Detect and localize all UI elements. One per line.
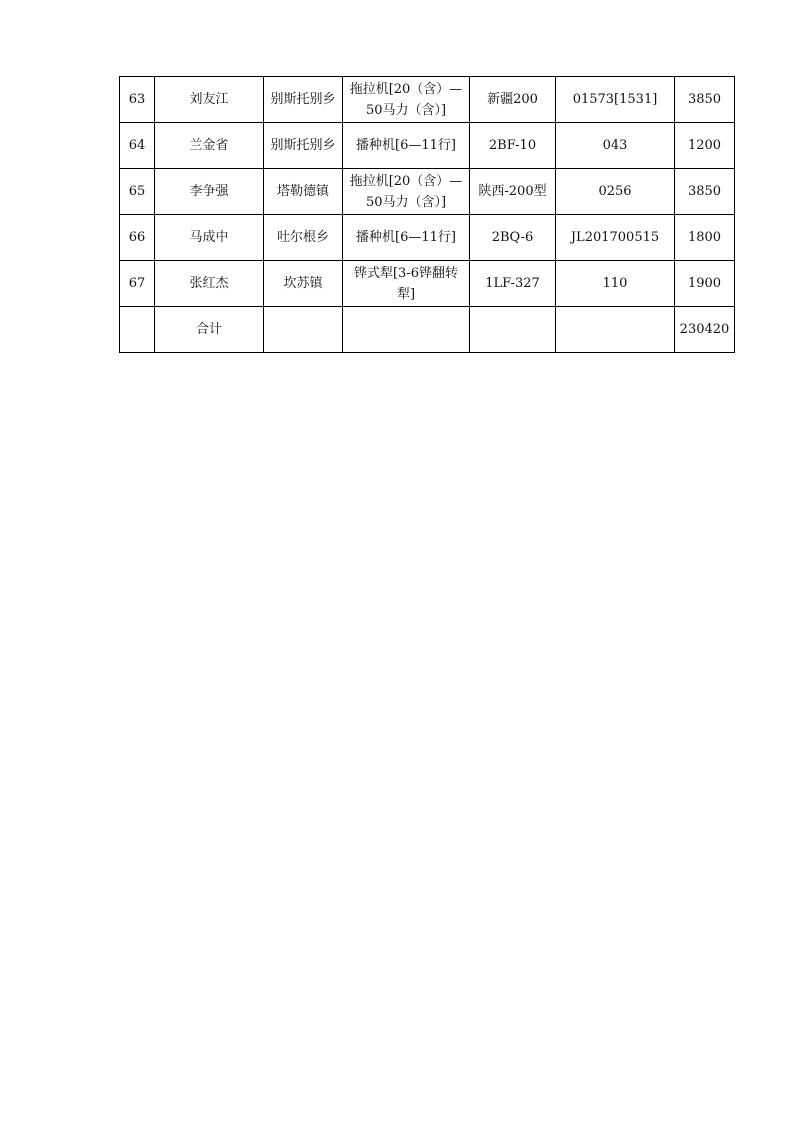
empty-cell — [264, 307, 343, 353]
row-number: 67 — [120, 261, 155, 307]
empty-cell — [343, 307, 470, 353]
serial-number: 0256 — [556, 169, 675, 215]
machine-type: 播种机[6—11行] — [343, 123, 470, 169]
township: 别斯托别乡 — [264, 123, 343, 169]
total-label: 合计 — [155, 307, 264, 353]
row-number: 63 — [120, 77, 155, 123]
machine-type: 拖拉机[20（含）—50马力（含）] — [343, 77, 470, 123]
applicant-name: 李争强 — [155, 169, 264, 215]
total-amount: 230420 — [675, 307, 735, 353]
township: 吐尔根乡 — [264, 215, 343, 261]
empty-cell — [556, 307, 675, 353]
table-row — [120, 77, 735, 123]
row-number: 66 — [120, 215, 155, 261]
machine-model: 1LF-327 — [470, 261, 556, 307]
table-row — [120, 215, 735, 261]
township: 别斯托别乡 — [264, 77, 343, 123]
machine-type: 播种机[6—11行] — [343, 215, 470, 261]
table-row — [120, 123, 735, 169]
row-number: 64 — [120, 123, 155, 169]
machine-model: 陕西-200型 — [470, 169, 556, 215]
applicant-name: 马成中 — [155, 215, 264, 261]
empty-cell — [120, 307, 155, 353]
empty-cell — [470, 307, 556, 353]
township: 塔勒德镇 — [264, 169, 343, 215]
machine-model: 2BQ-6 — [470, 215, 556, 261]
serial-number: 110 — [556, 261, 675, 307]
machine-type: 铧式犁[3-6铧翻转犁] — [343, 261, 470, 307]
total-row — [120, 307, 735, 353]
subsidy-amount: 1900 — [675, 261, 735, 307]
table-row — [120, 169, 735, 215]
subsidy-table — [119, 76, 735, 353]
serial-number: 043 — [556, 123, 675, 169]
machine-model: 2BF-10 — [470, 123, 556, 169]
row-number: 65 — [120, 169, 155, 215]
township: 坎苏镇 — [264, 261, 343, 307]
machine-type: 拖拉机[20（含）—50马力（含）] — [343, 169, 470, 215]
applicant-name: 张红杰 — [155, 261, 264, 307]
subsidy-amount: 3850 — [675, 77, 735, 123]
serial-number: 01573[1531] — [556, 77, 675, 123]
serial-number: JL201700515 — [556, 215, 675, 261]
applicant-name: 兰金省 — [155, 123, 264, 169]
subsidy-amount: 1800 — [675, 215, 735, 261]
machine-model: 新疆200 — [470, 77, 556, 123]
applicant-name: 刘友江 — [155, 77, 264, 123]
table-row — [120, 261, 735, 307]
subsidy-amount: 3850 — [675, 169, 735, 215]
subsidy-amount: 1200 — [675, 123, 735, 169]
